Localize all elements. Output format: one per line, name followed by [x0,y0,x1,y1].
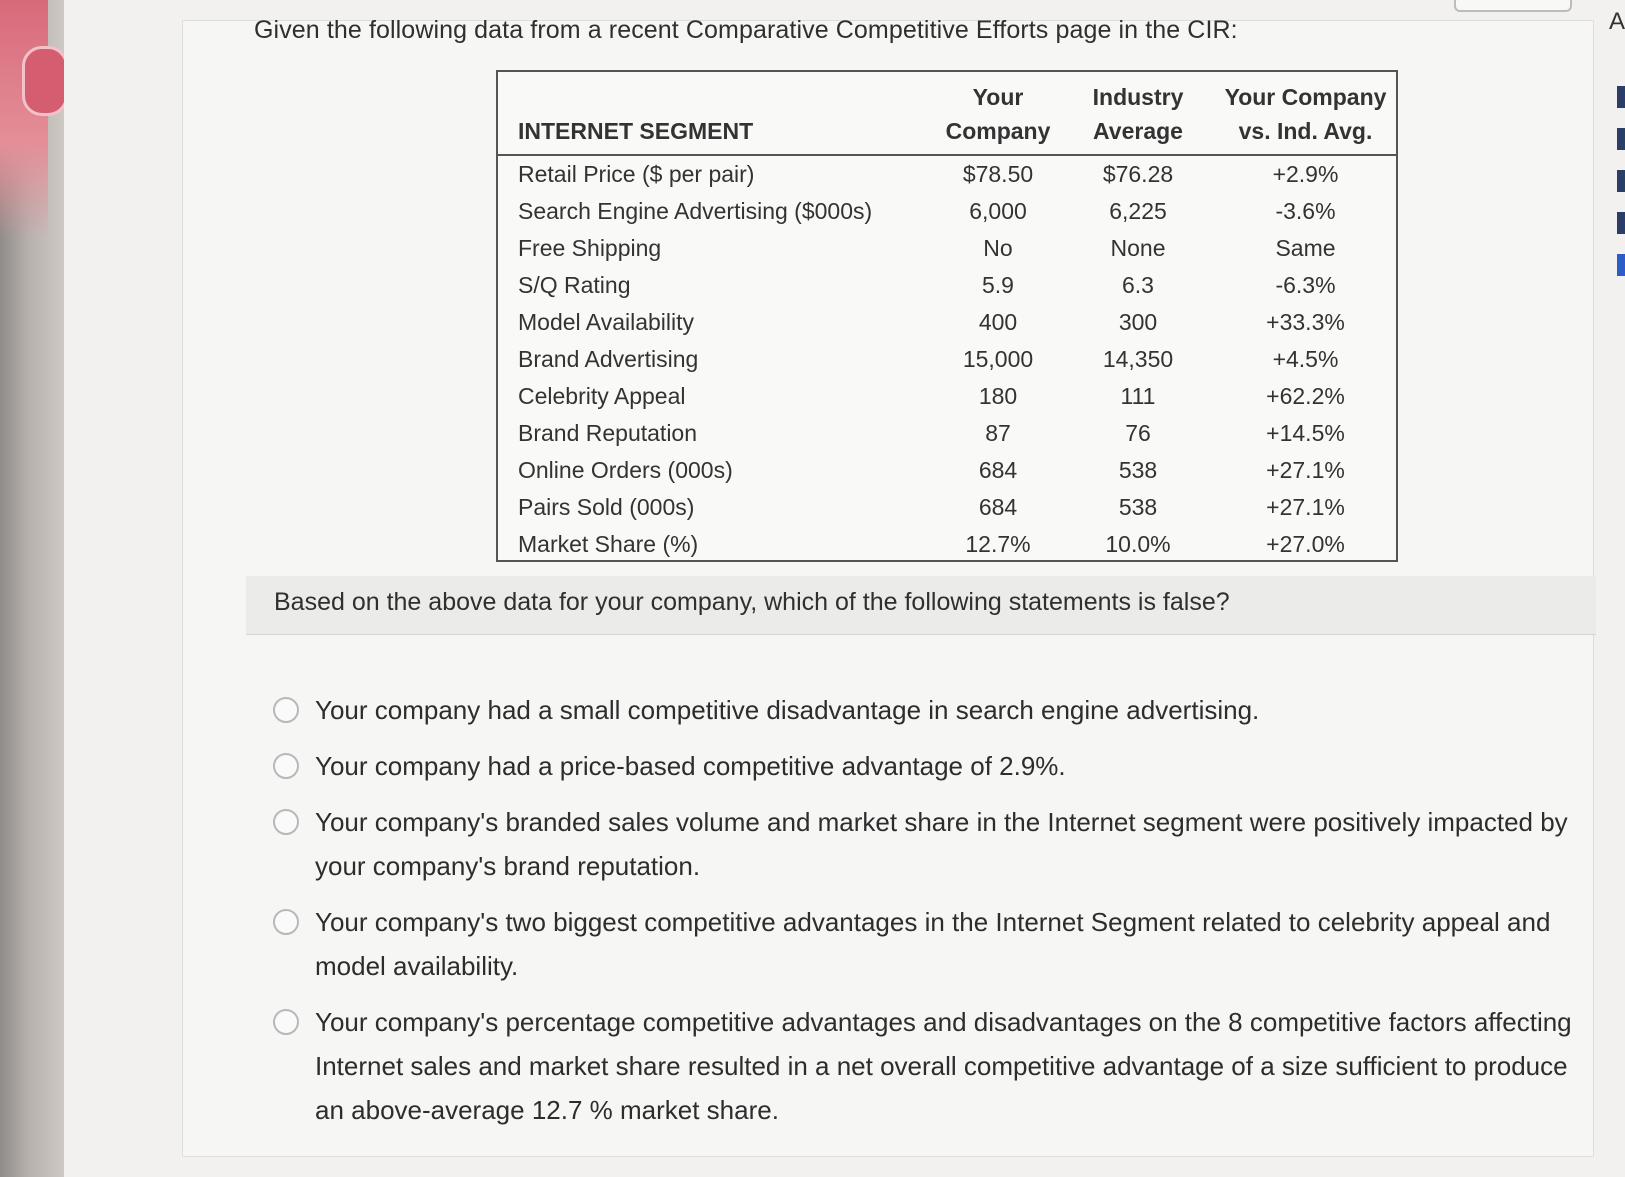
industry-average-value: 300 [1118,309,1158,335]
row-label: Retail Price ($ per pair) [518,161,755,187]
right-marker-icon [1617,212,1625,234]
answer-option[interactable] [269,744,1589,788]
industry-average-value: 76 [1125,420,1151,446]
vs-average-value: +4.5% [1272,346,1339,372]
table-row [498,341,1396,378]
radio-button-icon[interactable] [273,1009,299,1035]
answer-option-text: Your company's two biggest competitive advantages in the Internet Segment related to celebrity appeal and model availability. [315,907,1551,981]
your-company-value: 400 [978,309,1018,335]
your-company-value: 684 [978,457,1018,483]
header-your-company-line2: Company [945,118,1051,144]
your-company-value: 87 [985,420,1011,446]
vs-average-value: +14.5% [1266,420,1345,446]
table-row [498,267,1396,304]
header-vs-average-line2: vs. Ind. Avg. [1238,118,1373,144]
vs-average-value: -6.3% [1275,272,1336,298]
row-label: Pairs Sold (000s) [518,494,695,520]
row-label: Search Engine Advertising ($000s) [518,198,873,224]
industry-average-value: 538 [1118,457,1158,483]
answer-choices [269,688,1589,1144]
header-vs-average-line1: Your Company [1224,84,1387,110]
screen [64,0,1625,1177]
header-vs-average [1218,80,1393,148]
header-your-company [938,80,1058,148]
your-company-value: $78.50 [962,161,1034,187]
vs-average-value: +33.3% [1266,309,1345,335]
radio-button-icon[interactable] [273,809,299,835]
radio-button-icon[interactable] [273,909,299,935]
bezel-color-stripe [0,0,48,240]
industry-average-value: 111 [1120,383,1156,409]
answer-option-text: Your company had a price-based competitive advantage of 2.9%. [315,751,1066,781]
question-intro: Given the following data from a recent Comparative Competitive Efforts page in the CIR: [254,16,1238,44]
table-row [498,230,1396,267]
answer-option[interactable] [269,800,1589,888]
row-label: Online Orders (000s) [518,457,733,483]
logo-badge-icon [22,46,68,116]
row-label: Model Availability [518,309,695,335]
right-marker-icon [1617,254,1625,276]
header-industry-average [1073,80,1203,148]
right-edge-letter: A [1609,8,1625,35]
table-row [498,378,1396,415]
your-company-value: 12.7% [965,531,1031,557]
vs-average-value: +27.0% [1266,531,1345,557]
right-marker-icon [1617,170,1625,192]
answer-option[interactable] [269,900,1589,988]
answer-option-text: Your company had a small competitive disadvantage in search engine advertising. [315,695,1260,725]
header-internet-segment: INTERNET SEGMENT [518,118,754,144]
vs-average-value: +27.1% [1266,457,1345,483]
answer-option[interactable] [269,1000,1589,1132]
row-label: Brand Reputation [518,420,698,446]
your-company-value: 684 [978,494,1018,520]
question-band [246,576,1596,635]
vs-average-value: +2.9% [1272,161,1339,187]
row-label: Market Share (%) [518,531,699,557]
industry-average-value: $76.28 [1102,161,1174,187]
vs-average-value: Same [1275,235,1336,261]
industry-average-value: 538 [1118,494,1158,520]
table-row [498,156,1396,193]
your-company-value: 6,000 [969,198,1027,224]
vs-average-value: -3.6% [1275,198,1336,224]
answer-option[interactable] [269,688,1589,732]
header-industry-average-line1: Industry [1092,84,1184,110]
top-control-button[interactable] [1454,0,1572,12]
comparative-efforts-table [496,70,1398,562]
table-row [498,415,1396,452]
row-label: Brand Advertising [518,346,699,372]
table-row [498,452,1396,489]
header-your-company-line1: Your [972,84,1024,110]
radio-button-icon[interactable] [273,753,299,779]
right-marker-icon [1617,86,1625,108]
vs-average-value: +27.1% [1266,494,1345,520]
table-row [498,526,1396,563]
industry-average-value: 10.0% [1105,531,1171,557]
right-marker-icon [1617,128,1625,150]
your-company-value: 180 [978,383,1018,409]
table-row [498,193,1396,230]
your-company-value: 5.9 [982,272,1014,298]
industry-average-value: None [1110,235,1166,261]
answer-option-text: Your company's percentage competitive advantages and disadvantages on the 8 competitive factors affecting Internet sales and market share resulted in a net overall competitive advantage of a size sufficient to produce an above-average 12.7 % market share. [315,1007,1572,1125]
row-label: Free Shipping [518,235,662,261]
vs-average-value: +62.2% [1266,383,1345,409]
table-body [498,156,1396,563]
industry-average-value: 6,225 [1109,198,1167,224]
radio-button-icon[interactable] [273,697,299,723]
answer-option-text: Your company's branded sales volume and market share in the Internet segment were positively impacted by your company's brand reputation. [315,807,1568,881]
row-label: S/Q Rating [518,272,631,298]
question-text: Based on the above data for your company, which of the following statements is false? [274,588,1230,616]
table-row [498,304,1396,341]
header-industry-average-line2: Average [1093,118,1183,144]
row-label: Celebrity Appeal [518,383,686,409]
table-row [498,489,1396,526]
device-bezel-left [0,0,64,1177]
your-company-value: No [983,235,1013,261]
industry-average-value: 6.3 [1122,272,1154,298]
industry-average-value: 14,350 [1102,346,1174,372]
your-company-value: 15,000 [962,346,1034,372]
